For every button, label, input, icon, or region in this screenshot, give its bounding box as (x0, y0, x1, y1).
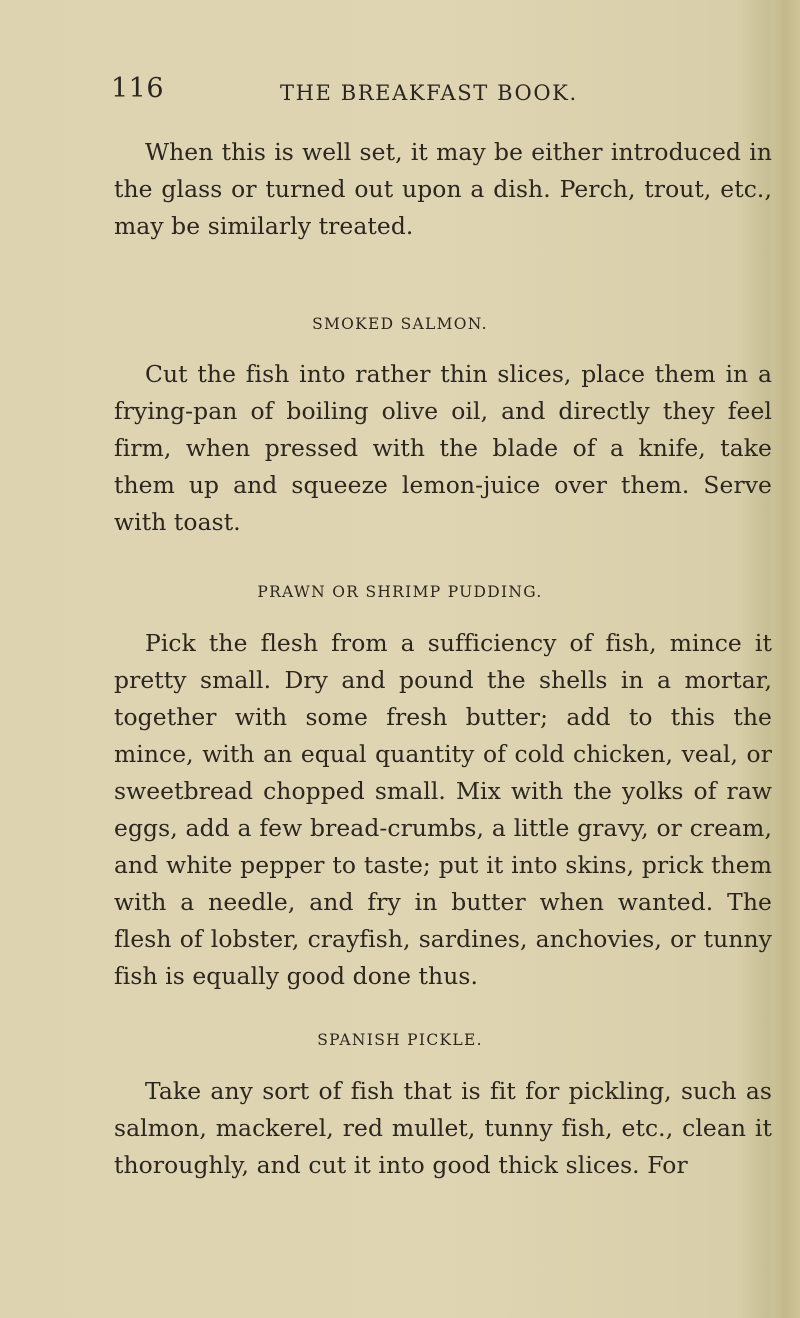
page-number: 116 (111, 73, 165, 104)
heading-smoked-salmon: SMOKED SALMON. (312, 315, 488, 333)
smoked-salmon-paragraph: Cut the fish into rather thin slices, place them in a frying-pan of boiling olive oil, and directly they feel firm, when pressed with the blade of a knife, take them up and squeeze lemon-juice over them. Serve with toast. (114, 360, 772, 536)
page-edge-shadow (774, 0, 800, 1318)
running-title: THE BREAKFAST BOOK. (280, 81, 578, 105)
spanish-pickle-paragraph: Take any sort of fish that is fit for pickling, such as salmon, mackerel, red mullet, tunny fish, etc., clean it thoroughly, and cut it into good thick slices. For (114, 1077, 772, 1179)
intro-paragraph: When this is well set, it may be either introduced in the glass or turned out upon a dish. Perch, trout, etc., may be similarly treated. (114, 138, 772, 240)
heading-prawn-pudding: PRAWN OR SHRIMP PUDDING. (257, 583, 543, 601)
prawn-pudding-paragraph: Pick the flesh from a sufficiency of fish, mince it pretty small. Dry and pound the shells in a mortar, together with some fresh butter; add to this the mince, with an equal quantity of cold chicken, veal, or sweetbread chopped small. Mix with the yolks of raw eggs, add a few bread-crumbs, a little gravy, or cream, and white pepper to taste; put it into skins, prick them with a needle, and fry in butter when wanted. The flesh of lobster, crayfish, sardines, anchovies, or tunny fish is equally good done thus. (114, 629, 772, 990)
page-header (0, 72, 800, 112)
heading-spanish-pickle: SPANISH PICKLE. (317, 1031, 483, 1049)
